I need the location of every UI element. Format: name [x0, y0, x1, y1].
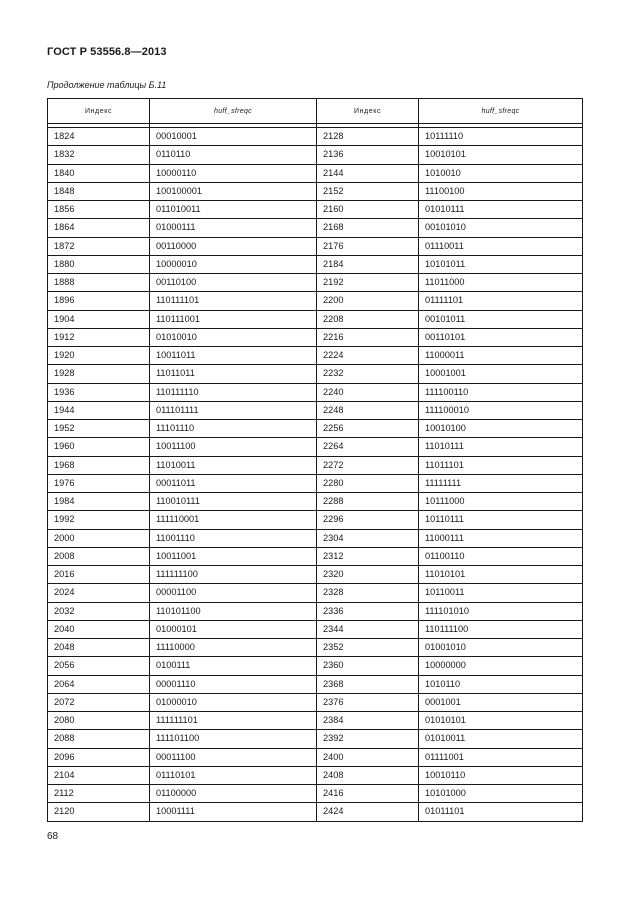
code-cell: 01000101	[150, 620, 317, 638]
index-cell: 1888	[48, 274, 150, 292]
code-cell: 111100110	[419, 383, 583, 401]
table-row	[48, 146, 583, 164]
index-cell: 2296	[317, 511, 419, 529]
code-cell: 00110100	[150, 274, 317, 292]
code-cell: 10000000	[419, 657, 583, 675]
index-cell: 1856	[48, 201, 150, 219]
code-cell: 01010111	[419, 201, 583, 219]
code-cell: 01110101	[150, 766, 317, 784]
code-cell: 111100010	[419, 401, 583, 419]
index-cell: 2112	[48, 785, 150, 803]
table-row	[48, 128, 583, 146]
code-cell: 011010011	[150, 201, 317, 219]
code-cell: 10110011	[419, 584, 583, 602]
table-container	[47, 98, 583, 822]
index-cell: 2272	[317, 456, 419, 474]
index-cell: 2264	[317, 438, 419, 456]
table-row	[48, 328, 583, 346]
code-cell: 10000010	[150, 255, 317, 273]
table-row	[48, 766, 583, 784]
code-cell: 0110110	[150, 146, 317, 164]
table-row	[48, 712, 583, 730]
index-cell: 1872	[48, 237, 150, 255]
table-row	[48, 456, 583, 474]
code-cell: 00011100	[150, 748, 317, 766]
table-row	[48, 274, 583, 292]
index-cell: 2288	[317, 493, 419, 511]
code-cell: 11011011	[150, 365, 317, 383]
code-cell: 11100100	[419, 182, 583, 200]
code-cell: 00001100	[150, 584, 317, 602]
code-cell: 111101100	[150, 730, 317, 748]
column-header-code: huff_sfreqc	[419, 99, 583, 124]
index-cell: 2080	[48, 712, 150, 730]
index-cell: 2024	[48, 584, 150, 602]
index-cell: 2144	[317, 164, 419, 182]
code-cell: 00001110	[150, 675, 317, 693]
index-cell: 2160	[317, 201, 419, 219]
code-cell: 1010110	[419, 675, 583, 693]
code-cell: 01100110	[419, 547, 583, 565]
index-cell: 2400	[317, 748, 419, 766]
code-cell: 11010011	[150, 456, 317, 474]
index-cell: 1944	[48, 401, 150, 419]
index-cell: 2064	[48, 675, 150, 693]
index-cell: 1880	[48, 255, 150, 273]
table-row	[48, 201, 583, 219]
table-row	[48, 420, 583, 438]
index-cell: 2120	[48, 803, 150, 821]
table-row	[48, 602, 583, 620]
code-cell: 00110000	[150, 237, 317, 255]
code-cell: 10111000	[419, 493, 583, 511]
index-cell: 1832	[48, 146, 150, 164]
table-row	[48, 657, 583, 675]
index-cell: 2368	[317, 675, 419, 693]
index-cell: 2000	[48, 529, 150, 547]
table-row	[48, 748, 583, 766]
index-cell: 2360	[317, 657, 419, 675]
code-cell: 0100111	[150, 657, 317, 675]
index-cell: 2312	[317, 547, 419, 565]
index-cell: 1920	[48, 347, 150, 365]
index-cell: 2224	[317, 347, 419, 365]
index-cell: 1824	[48, 128, 150, 146]
code-cell: 10111110	[419, 128, 583, 146]
table-row	[48, 493, 583, 511]
table-row	[48, 584, 583, 602]
index-cell: 2248	[317, 401, 419, 419]
table-row	[48, 438, 583, 456]
table-row	[48, 566, 583, 584]
code-cell: 110111001	[150, 310, 317, 328]
index-cell: 2232	[317, 365, 419, 383]
table-header-row	[48, 99, 583, 124]
index-cell: 2128	[317, 128, 419, 146]
code-cell: 11101110	[150, 420, 317, 438]
code-cell: 11011000	[419, 274, 583, 292]
column-header-index: Индекс	[48, 99, 150, 124]
table-row	[48, 255, 583, 273]
code-cell: 11011101	[419, 456, 583, 474]
index-cell: 1904	[48, 310, 150, 328]
table-row	[48, 347, 583, 365]
code-cell: 10001111	[150, 803, 317, 821]
code-cell: 111110001	[150, 511, 317, 529]
table-row	[48, 237, 583, 255]
code-cell: 00011011	[150, 474, 317, 492]
index-cell: 2392	[317, 730, 419, 748]
code-cell: 10101011	[419, 255, 583, 273]
index-cell: 2256	[317, 420, 419, 438]
code-cell: 01111101	[419, 292, 583, 310]
index-cell: 2152	[317, 182, 419, 200]
index-cell: 1968	[48, 456, 150, 474]
code-cell: 110111110	[150, 383, 317, 401]
index-cell: 2104	[48, 766, 150, 784]
code-cell: 00101011	[419, 310, 583, 328]
index-cell: 1864	[48, 219, 150, 237]
code-cell: 10110111	[419, 511, 583, 529]
index-cell: 2176	[317, 237, 419, 255]
table-row	[48, 803, 583, 821]
index-cell: 2088	[48, 730, 150, 748]
index-cell: 2096	[48, 748, 150, 766]
code-cell: 10101000	[419, 785, 583, 803]
index-cell: 1952	[48, 420, 150, 438]
table-row	[48, 730, 583, 748]
code-cell: 111111101	[150, 712, 317, 730]
table-row	[48, 219, 583, 237]
index-cell: 1976	[48, 474, 150, 492]
code-cell: 11010101	[419, 566, 583, 584]
code-cell: 01010101	[419, 712, 583, 730]
index-cell: 1840	[48, 164, 150, 182]
code-cell: 11001110	[150, 529, 317, 547]
index-cell: 2208	[317, 310, 419, 328]
index-cell: 1960	[48, 438, 150, 456]
code-cell: 11110000	[150, 639, 317, 657]
code-cell: 00110101	[419, 328, 583, 346]
index-cell: 2032	[48, 602, 150, 620]
code-cell: 111101010	[419, 602, 583, 620]
table-row	[48, 620, 583, 638]
code-cell: 00010001	[150, 128, 317, 146]
code-cell: 011101111	[150, 401, 317, 419]
code-cell: 01000010	[150, 693, 317, 711]
index-cell: 1912	[48, 328, 150, 346]
huffman-table	[47, 98, 583, 822]
index-cell: 2008	[48, 547, 150, 565]
table-row	[48, 511, 583, 529]
code-cell: 10010110	[419, 766, 583, 784]
table-row	[48, 547, 583, 565]
index-cell: 2184	[317, 255, 419, 273]
code-cell: 11000111	[419, 529, 583, 547]
document-header: ГОСТ Р 53556.8—2013	[47, 46, 167, 58]
index-cell: 2408	[317, 766, 419, 784]
index-cell: 2072	[48, 693, 150, 711]
table-row	[48, 365, 583, 383]
table-row	[48, 310, 583, 328]
code-cell: 0001001	[419, 693, 583, 711]
code-cell: 01010010	[150, 328, 317, 346]
index-cell: 2056	[48, 657, 150, 675]
column-header-code: huff_sfreqc	[150, 99, 317, 124]
code-cell: 10001001	[419, 365, 583, 383]
index-cell: 1896	[48, 292, 150, 310]
index-cell: 2424	[317, 803, 419, 821]
table-row	[48, 529, 583, 547]
code-cell: 10011001	[150, 547, 317, 565]
code-cell: 10010101	[419, 146, 583, 164]
index-cell: 2344	[317, 620, 419, 638]
code-cell: 00101010	[419, 219, 583, 237]
index-cell: 2216	[317, 328, 419, 346]
index-cell: 2168	[317, 219, 419, 237]
index-cell: 2376	[317, 693, 419, 711]
index-cell: 2336	[317, 602, 419, 620]
code-cell: 11010111	[419, 438, 583, 456]
code-cell: 100100001	[150, 182, 317, 200]
code-cell: 110111100	[419, 620, 583, 638]
table-row	[48, 383, 583, 401]
code-cell: 110010111	[150, 493, 317, 511]
code-cell: 10011100	[150, 438, 317, 456]
code-cell: 10000110	[150, 164, 317, 182]
table-body	[48, 128, 583, 822]
code-cell: 1010010	[419, 164, 583, 182]
table-row	[48, 292, 583, 310]
code-cell: 10010100	[419, 420, 583, 438]
index-cell: 2240	[317, 383, 419, 401]
index-cell: 1928	[48, 365, 150, 383]
column-header-index: Индекс	[317, 99, 419, 124]
table-row	[48, 474, 583, 492]
table-row	[48, 639, 583, 657]
code-cell: 10011011	[150, 347, 317, 365]
index-cell: 1848	[48, 182, 150, 200]
table-row	[48, 164, 583, 182]
code-cell: 01000111	[150, 219, 317, 237]
code-cell: 01011101	[419, 803, 583, 821]
index-cell: 2384	[317, 712, 419, 730]
index-cell: 2328	[317, 584, 419, 602]
code-cell: 01110011	[419, 237, 583, 255]
table-caption: Продолжение таблицы Б.11	[47, 80, 167, 90]
index-cell: 2048	[48, 639, 150, 657]
code-cell: 111111100	[150, 566, 317, 584]
index-cell: 1984	[48, 493, 150, 511]
index-cell: 2320	[317, 566, 419, 584]
code-cell: 110111101	[150, 292, 317, 310]
index-cell: 2304	[317, 529, 419, 547]
code-cell: 11000011	[419, 347, 583, 365]
code-cell: 01111001	[419, 748, 583, 766]
index-cell: 1936	[48, 383, 150, 401]
code-cell: 01100000	[150, 785, 317, 803]
table-row	[48, 182, 583, 200]
index-cell: 2280	[317, 474, 419, 492]
index-cell: 2200	[317, 292, 419, 310]
table-row	[48, 785, 583, 803]
page-number: 68	[47, 831, 59, 842]
table-row	[48, 675, 583, 693]
index-cell: 1992	[48, 511, 150, 529]
table-row	[48, 693, 583, 711]
table-row	[48, 401, 583, 419]
index-cell: 2016	[48, 566, 150, 584]
index-cell: 2416	[317, 785, 419, 803]
index-cell: 2352	[317, 639, 419, 657]
code-cell: 11111111	[419, 474, 583, 492]
index-cell: 2192	[317, 274, 419, 292]
index-cell: 2136	[317, 146, 419, 164]
index-cell: 2040	[48, 620, 150, 638]
code-cell: 01010011	[419, 730, 583, 748]
code-cell: 110101100	[150, 602, 317, 620]
code-cell: 01001010	[419, 639, 583, 657]
